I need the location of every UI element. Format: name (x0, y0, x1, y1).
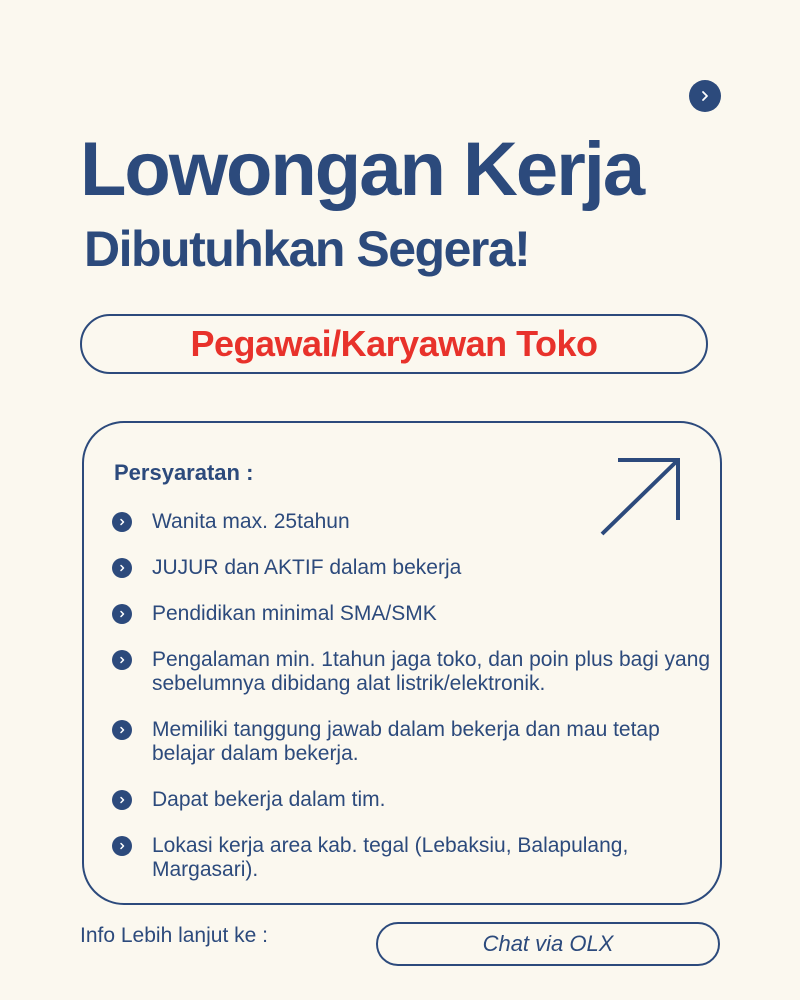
requirements-heading: Persyaratan : (114, 460, 254, 485)
requirements-list (112, 510, 712, 904)
position-banner (80, 314, 708, 374)
requirement-text: Dapat bekerja dalam tim. (152, 788, 386, 811)
list-item (112, 788, 712, 812)
chevron-right-icon (698, 89, 712, 103)
list-item (112, 556, 712, 580)
requirement-text: Pengalaman min. 1tahun jaga toko, dan poin plus bagi yang sebelumnya dibidang alat listrik/elektronik. (152, 648, 711, 695)
next-button[interactable] (689, 80, 721, 112)
list-item (112, 648, 712, 696)
requirement-text: JUJUR dan AKTIF dalam bekerja (152, 556, 462, 579)
list-item (112, 602, 712, 626)
bullet-chevron-icon (112, 558, 132, 578)
bullet-chevron-icon (112, 720, 132, 740)
bullet-chevron-icon (112, 650, 132, 670)
bullet-chevron-icon (112, 790, 132, 810)
chat-via-olx-button[interactable] (376, 922, 720, 966)
chat-button-label: Chat via OLX (482, 931, 614, 956)
requirement-text: Lokasi kerja area kab. tegal (Lebaksiu, Balapulang, Margasari). (152, 834, 629, 881)
requirement-text: Memiliki tanggung jawab dalam bekerja dan mau tetap belajar dalam bekerja. (152, 718, 660, 765)
info-label: Info Lebih lanjut ke : (80, 924, 268, 947)
bullet-chevron-icon (112, 512, 132, 532)
requirement-text: Pendidikan minimal SMA/SMK (152, 602, 437, 625)
bullet-chevron-icon (112, 836, 132, 856)
page-subtitle: Dibutuhkan Segera! (84, 221, 530, 277)
bullet-chevron-icon (112, 604, 132, 624)
list-item (112, 510, 712, 534)
list-item (112, 718, 712, 766)
position-label: Pegawai/Karyawan Toko (190, 323, 598, 364)
requirement-text: Wanita max. 25tahun (152, 510, 350, 533)
list-item (112, 834, 712, 882)
page-title: Lowongan Kerja (80, 127, 644, 212)
